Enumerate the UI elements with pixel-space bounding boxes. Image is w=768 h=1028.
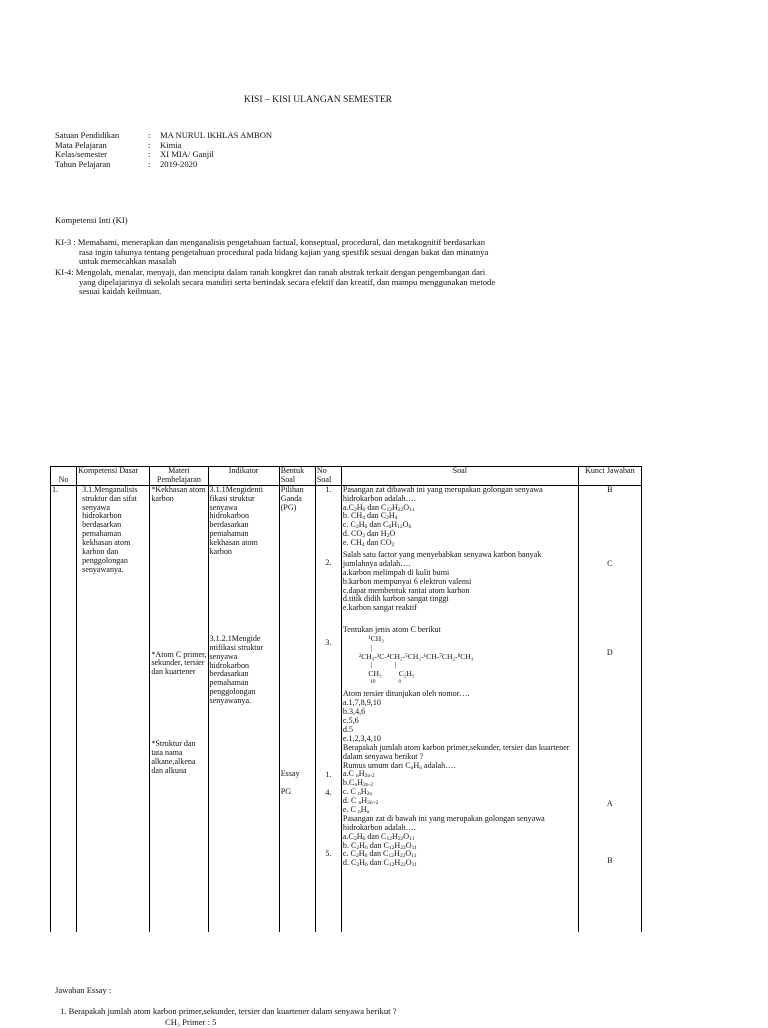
structure-diagram [359, 635, 577, 687]
meta-value: Kimia [160, 139, 182, 150]
question-number: 4. [325, 788, 332, 798]
question-text: Berapakah jumlah atom karbon primer,sekunder, tersier dan kuartener dalam senyawa berikut ? [342, 742, 570, 761]
option: c.5,6 [342, 716, 359, 726]
answer-key: C [607, 558, 613, 568]
option: d.5 [342, 725, 354, 735]
question-text: Salah satu factor yang menyebabkan senyawa karbon banyak jumlahnya adalah…. [342, 550, 542, 568]
meta-colon: : [148, 149, 151, 159]
option: b.karbon mempunyai 6 elektron valensi [342, 576, 472, 586]
document-title: KISI – KISI ULANGAN SEMESTER [243, 94, 393, 105]
meta-key: Tahun Pelajaran [55, 158, 111, 169]
option: $a.C_2H_6$ dan $C_{12}H_{22}O_{11}$ [342, 831, 415, 842]
header-kd: Kompetensi Dasar [77, 467, 150, 486]
meta-value: MA NURUL IKHLAS AMBON [160, 130, 273, 140]
option: a.C $_nH_{2n-2}$ [342, 769, 375, 780]
materi-text: *Atom C primer, sekunder, tersier dan kuartener [151, 649, 207, 677]
meta-key: Kelas/semester [55, 149, 108, 159]
essay-answer-line: 1. Berapakah jumlah atom karbon primer,sekunder, tersier dan kuartener dalam senyawa berikut ? [60, 1006, 397, 1016]
option: c. C $_nH_{2n}$ [342, 787, 373, 798]
ki3-line: untuk memecahkan masalah [79, 256, 177, 267]
option: e.1,2,3,4,10 [342, 733, 381, 743]
question-text: Rumus umum dari $C_nH_n$ adalah…. [342, 760, 456, 771]
bentuk-text: Essay [280, 769, 300, 779]
materi-text: *Kekhasan atom karbon [151, 484, 206, 503]
option: $b.C_nH_{2n-2}$ [342, 778, 374, 789]
ki3-line: KI-3 : Memahami, menerapkan dan menganalisis pengetahuan factual, konseptual, procedural, dan metakognitif berdasarkan [55, 237, 486, 247]
header-bentuk-soal: Bentuk Soal [279, 467, 315, 486]
bentuk-cell [279, 485, 315, 932]
option: b. $CH_4$ dan $C_2H_4$ [342, 511, 398, 522]
option: b.3,4,6 [342, 707, 366, 717]
structure-line: | | [358, 660, 397, 670]
answer-key: A [606, 799, 613, 809]
meta-value: 2019-2020 [160, 158, 198, 169]
kisi-table-viewport [50, 466, 643, 932]
question-number: 2. [325, 557, 332, 567]
indikator-cell [208, 485, 279, 932]
option: c. $C_2H_6$ dan $C_{12}H_{22}O_{11}$ [342, 849, 417, 860]
question-number: 3. [325, 637, 332, 647]
option: d. C $_nH_{2n+2}$ [342, 796, 379, 807]
indikator-text: 3.1.2.1Mengide ntifikasi struktur senyawa hidrokarbon berdasarkan pemahaman penggolongan senyawanya. [209, 633, 264, 706]
bentuk-text: Pilihan Ganda (PG) [280, 484, 304, 512]
structure-line: ¹⁰ ⁹ [358, 677, 402, 687]
option: a.1,7,8,9,10 [342, 698, 381, 708]
option: d. $C_2H_6$ dan $C_{12}H_{22}O_{11}$ [342, 858, 417, 869]
option: d.titik didih karbon sangat tinggi [342, 594, 449, 604]
table-row [51, 485, 642, 932]
meta-key: Satuan Pendidikan [55, 130, 120, 140]
ki4-line: KI-4: Mengolah, menalar, menyaji, dan mencipta dalam ranah kongkret dan ranah abstrak terkait dengan pengembangan dari [55, 267, 486, 277]
kd-text: 3.1.Menganalisis struktur dan sifat senyawa hidrokarbon berdasarkan pemahaman kekhasan atom karbon dan penggolongan senyawanya. [82, 484, 138, 574]
question-text: Atom tersier ditunjukan oleh nomor…. [342, 689, 470, 699]
header-soal: Soal [341, 467, 578, 486]
option: c. $C_2H_6$ dan $C_6H_{12}O_6$ [342, 520, 412, 531]
option: b. $C_2H_6$ dan $C_{12}H_{22}O_{11}$ [342, 840, 417, 851]
question-number: 5. [325, 849, 332, 859]
option: e. $CH_4$ dan $CO_2$ [342, 538, 395, 549]
structure-line: ¹CH₃ [358, 634, 384, 644]
answer-key: B [607, 484, 613, 494]
ki-heading: Kompetensi Inti (KI) [55, 215, 128, 225]
structure-line: | [358, 642, 372, 652]
essay-answer-partial: CH₃ Primer : 5 [165, 1017, 217, 1027]
option: e. C $_nH_n$ [342, 805, 370, 816]
essay-answer-heading: Jawaban Essay : [55, 985, 112, 995]
meta-colon: : [148, 158, 151, 169]
meta-value: XI MIA/ Ganjil [160, 149, 214, 159]
row-number-text: 1. [52, 484, 59, 494]
ki3-paragraph [55, 238, 525, 267]
ki4-line: yang dipelajarinya di sekolah secara mandiri serta bertindak secara efektif dan kreatif, dan mampu menggunakan metode [79, 276, 496, 287]
materi-text: *Struktur dan tata nama alkane,alkena dan alkuna [151, 739, 196, 775]
header-no-soal: No Soal [315, 467, 341, 486]
identity-block [55, 131, 272, 169]
ki4-paragraph [55, 268, 525, 297]
question-text: Tentukan jenis atom C berikut [342, 625, 441, 635]
question-text: Pasangan zat di bawah ini yang merupakan golongan senyawa hidrokarbon adalah…. [342, 813, 545, 832]
materi-cell [150, 485, 208, 932]
header-indikator: Indikator [208, 467, 279, 486]
answer-key: D [606, 647, 613, 657]
question-number: 1. [325, 770, 332, 780]
structure-line: CH₃ C₂H₅ [358, 669, 415, 679]
option: $a.C_2H_6$ dan $C_{12}H_{22}O_{11}$ [342, 502, 415, 513]
kunci-cell [578, 485, 641, 932]
no-soal-cell [315, 485, 341, 932]
kisi-table [50, 466, 642, 932]
question-number: 1. [325, 484, 332, 494]
header-kunci: Kunci Jawaban [578, 467, 641, 486]
kd-cell [77, 485, 150, 932]
meta-key: Mata Pelajaran [55, 139, 107, 150]
option: e.karbon sangat reaktif [342, 603, 417, 613]
soal-cell [341, 485, 578, 932]
indikator-text: 3.1.1Mengidenti fikasi struktur senyawa hidrokarbon berdasarkan pemahaman kekhasan atom karbon [209, 484, 264, 557]
bentuk-text: PG [280, 787, 292, 797]
header-materi: Materi Pembelajaran [150, 467, 208, 486]
option: c.dapat membentuk rantai atom karbon [342, 585, 470, 595]
question-text: Pasangan zat dibawah ini yang merupakan golongan senyawa hidrokarbon adalah…. [342, 484, 543, 503]
table-header-row [51, 467, 642, 486]
header-no: No [51, 467, 77, 486]
meta-colon: : [148, 139, 151, 150]
structure-line: ²CH₃-³C-⁴CH₂-⁵CH₂-⁶CH-⁷CH₂-⁸CH₃ [358, 651, 474, 661]
answer-key: B [607, 856, 613, 866]
row-number [51, 485, 77, 932]
meta-colon: : [148, 130, 151, 140]
option: d. $CO_2$ dan $H_2O$ [342, 529, 396, 540]
meta-row [55, 160, 272, 170]
ki3-line: rasa ingin tahunya tentang pengetahuan procedural pada bidang kajian yang spesifik sesuai dengan bakat dan minatnya [79, 246, 489, 257]
option: a.karbon melimpah di kulit bumi [342, 567, 450, 577]
ki4-line: sesuai kaidah keilmuan. [79, 286, 162, 297]
